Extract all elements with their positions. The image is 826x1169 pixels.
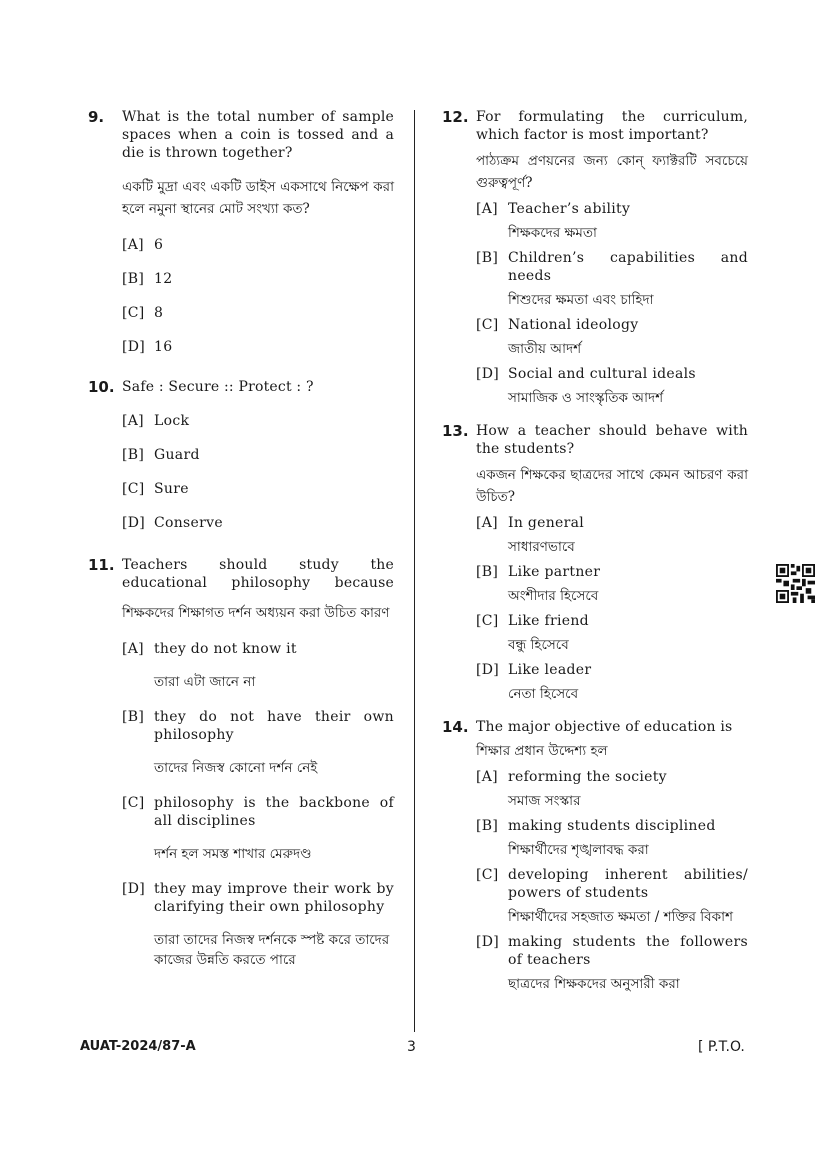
option-b[interactable]: [B] 12 [122,271,173,287]
option-c-bn: জাতীয় আদর্শ [508,341,582,357]
option-c-bn: দর্শন হল সমস্ত শাখার মেরুদণ্ড [154,846,312,862]
option-d[interactable]: [D] Social and cultural ideals [476,366,696,382]
option-d[interactable]: [D] they may improve their work by clarifying their own philosophy [122,881,394,915]
option-a-bn: শিক্ষকদের ক্ষমতা [508,225,597,241]
question-text-bn: একজন শিক্ষকের ছাত্রদের সাথে কেমন আচরণ করা উচিত? [476,467,748,505]
question-number: 12. [442,108,469,126]
option-d[interactable]: [D] Like leader [476,662,592,678]
question-number: 9. [88,108,105,126]
option-d-bn: নেতা হিসেবে [508,686,579,702]
option-b-bn: শিক্ষার্থীদের শৃঙ্খলাবদ্ধ করা [508,842,649,858]
option-b-bn: অংশীদার হিসেবে [508,588,599,604]
option-c[interactable]: [C] philosophy is the backbone of all disciplines [122,795,394,829]
option-b-bn: তাদের নিজস্ব কোনো দর্শন নেই [154,760,318,776]
question-9 [88,108,394,356]
option-c-bn: বন্ধু হিসেবে [508,637,569,653]
question-10 [88,378,394,532]
option-d-bn: সামাজিক ও সাংস্কৃতিক আদর্শ [508,390,664,406]
question-13 [442,422,748,704]
option-c[interactable]: [C] 8 [122,305,164,321]
option-c[interactable]: [C] Sure [122,481,189,497]
option-a[interactable]: [A] Lock [122,413,190,429]
question-text-en: How a teacher should behave with the students? [476,423,748,457]
option-b[interactable]: [B] Like partner [476,564,601,580]
option-b[interactable]: [B] they do not have their own philosophy [122,709,394,743]
question-number: 10. [88,378,115,396]
question-text-en: The major objective of education is [476,719,733,735]
pto-marker: [ P.T.O. [698,1039,745,1055]
question-14 [442,718,748,994]
question-text-bn: পাঠ্যক্রম প্রণয়নের জন্য কোন্ ফ্যাক্টরটি সবচেয়ে গুরুত্বপূর্ণ? [476,153,748,191]
question-12 [442,108,748,408]
option-c[interactable]: [C] National ideology [476,317,639,333]
option-d[interactable]: [D] making students the followers of teachers [476,934,748,968]
paper-code: AUAT-2024/87-A [80,1039,196,1054]
option-b[interactable]: [B] Children’s capabilities and needs [476,250,748,284]
option-d[interactable]: [D] Conserve [122,515,223,531]
option-b[interactable]: [B] making students disciplined [476,818,716,834]
option-d[interactable]: [D] 16 [122,339,173,355]
option-a-bn: সাধারণভাবে [508,539,575,555]
question-text-en: Teachers should study the educational philosophy because [122,557,394,591]
option-a-bn: সমাজ সংস্কার [508,793,581,809]
question-number: 13. [442,422,469,440]
option-c[interactable]: [C] Like friend [476,613,589,629]
option-b[interactable]: [B] Guard [122,447,200,463]
question-11 [88,556,394,970]
question-text-en: For formulating the curriculum, which factor is most important? [476,109,748,143]
option-a[interactable]: [A] 6 [122,237,164,253]
page-number: 3 [407,1039,416,1055]
option-d-bn: ছাত্রদের শিক্ষকদের অনুসারী করা [508,976,680,992]
column-divider [414,110,415,1032]
question-text-en: What is the total number of sample spaces when a coin is tossed and a die is thrown together? [122,109,394,161]
question-text-bn: একটি মুদ্রা এবং একটি ডাইস একসাথে নিক্ষেপ করা হলে নমুনা স্থানের মোট সংখ্যা কত? [122,179,394,217]
question-number: 11. [88,556,115,574]
question-text-bn: শিক্ষার প্রধান উদ্দেশ্য হল [476,743,608,759]
option-a[interactable]: [A] reforming the society [476,769,667,785]
right-column [442,108,748,994]
option-a[interactable]: [A] In general [476,515,585,531]
option-d-bn: তারা তাদের নিজস্ব দর্শনকে স্পষ্ট করে তাদের কাজের উন্নতি করতে পারে [154,932,390,968]
qr-code-icon [776,564,815,603]
option-a[interactable]: [A] they do not know it [122,641,297,657]
option-b-bn: শিশুদের ক্ষমতা এবং চাহিদা [508,292,654,308]
option-c-bn: শিক্ষার্থীদের সহজাত ক্ষমতা / শক্তির বিকাশ [508,909,733,925]
option-a[interactable]: [A] Teacher’s ability [476,201,631,217]
option-c[interactable]: [C] developing inherent abilities/ powers of students [476,867,748,901]
option-a-bn: তারা এটা জানে না [154,674,256,690]
left-column [88,108,394,970]
question-text-en: Safe : Secure :: Protect : ? [122,379,314,395]
question-text-bn: শিক্ষকদের শিক্ষাগত দর্শন অধ্যয়ন করা উচিত কারণ [122,605,390,621]
question-number: 14. [442,718,469,736]
